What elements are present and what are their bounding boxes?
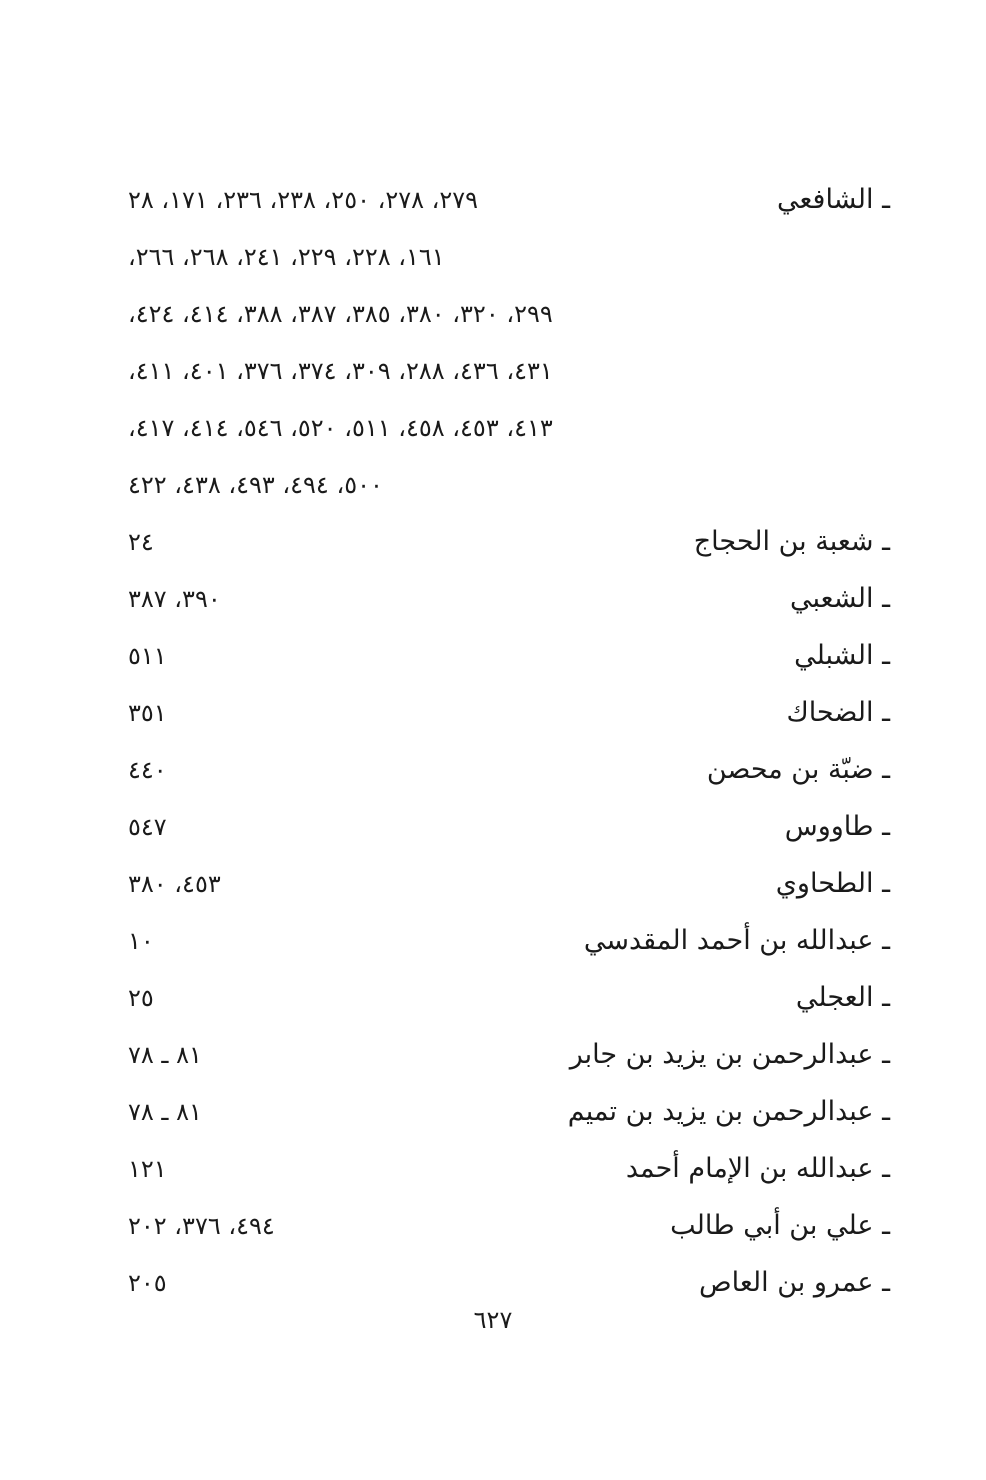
entry-name: ـ عبدالله بن أحمد المقدسي <box>583 925 890 956</box>
index-entry-line <box>0 693 986 733</box>
index-entry-line <box>0 408 986 448</box>
entry-page-refs: ٢٠٥ <box>128 1269 167 1297</box>
entry-page-refs: ٨١ ـ ٧٨ <box>128 1041 202 1069</box>
entry-page-refs: ٢٥ <box>128 984 154 1012</box>
entry-page-refs: ١٢١ <box>128 1155 167 1183</box>
page-number: ٦٢٧ <box>473 1306 513 1334</box>
index-entry-line <box>0 807 986 847</box>
index-entry-line <box>0 978 986 1018</box>
entry-name: ـ عمرو بن العاص <box>698 1267 890 1298</box>
entry-name: ـ الشافعي <box>777 184 890 215</box>
index-entry-line <box>0 864 986 904</box>
index-entry-line <box>0 579 986 619</box>
index-entry-line <box>0 1206 986 1246</box>
index-entry-line <box>0 1263 986 1303</box>
entry-page-refs: ٨١ ـ ٧٨ <box>128 1098 202 1126</box>
entry-name: ـ عبدالرحمن بن يزيد بن تميم <box>567 1096 890 1127</box>
entry-name: ـ طاووس <box>784 811 890 842</box>
entry-page-refs: ٥٠٠، ٤٩٤، ٤٩٣، ٤٣٨، ٤٢٢ <box>128 471 383 499</box>
index-entry-line <box>0 1149 986 1189</box>
entry-name: ـ علي بن أبي طالب <box>670 1210 890 1241</box>
entry-page-refs: ٤٣١، ٤٣٦، ٢٨٨، ٣٠٩، ٣٧٤، ٣٧٦، ٤٠١، ٤١١، <box>128 357 553 385</box>
index-entry-line <box>0 351 986 391</box>
entry-name: ـ ضبّة بن محصن <box>706 754 890 785</box>
entry-page-refs: ١٠ <box>128 927 154 955</box>
entry-page-refs: ٢٤ <box>128 528 154 556</box>
index-entry-line <box>0 1092 986 1132</box>
index-entry-line <box>0 465 986 505</box>
index-entry-line <box>0 1035 986 1075</box>
entry-page-refs: ٤١٣، ٤٥٣، ٤٥٨، ٥١١، ٥٢٠، ٥٤٦، ٤١٤، ٤١٧، <box>128 414 553 442</box>
index-entry-line <box>0 921 986 961</box>
entry-name: ـ شعبة بن الحجاج <box>693 526 890 557</box>
entry-page-refs: ٤٥٣، ٣٨٠ <box>128 870 221 898</box>
entry-page-refs: ٤٤٠ <box>128 756 167 784</box>
entry-page-refs: ٥١١ <box>128 642 167 670</box>
entry-name: ـ الشبلي <box>794 640 890 671</box>
index-entry-line <box>0 522 986 562</box>
entry-name: ـ عبدالله بن الإمام أحمد <box>625 1153 890 1184</box>
entry-name: ـ الضحاك <box>786 697 890 728</box>
entry-page-refs: ٢٧٩، ٢٧٨، ٢٥٠، ٢٣٨، ٢٣٦، ١٧١، ٢٨ <box>128 186 479 214</box>
entry-name: ـ عبدالرحمن بن يزيد بن جابر <box>569 1039 890 1070</box>
index-entry-line <box>0 294 986 334</box>
index-entry-line <box>0 237 986 277</box>
entry-name: ـ العجلي <box>795 982 890 1013</box>
entry-page-refs: ١٦١، ٢٢٨، ٢٢٩، ٢٤١، ٢٦٨، ٢٦٦، <box>128 243 445 271</box>
index-entry-line <box>0 180 986 220</box>
entry-page-refs: ٥٤٧ <box>128 813 167 841</box>
entry-page-refs: ٣٩٠، ٣٨٧ <box>128 585 221 613</box>
entry-page-refs: ٣٥١ <box>128 699 167 727</box>
entry-name: ـ الطحاوي <box>775 868 890 899</box>
index-entry-line <box>0 750 986 790</box>
index-entry-line <box>0 636 986 676</box>
entry-page-refs: ٤٩٤، ٣٧٦، ٢٠٢ <box>128 1212 275 1240</box>
entry-page-refs: ٢٩٩، ٣٢٠، ٣٨٠، ٣٨٥، ٣٨٧، ٣٨٨، ٤١٤، ٤٢٤، <box>128 300 553 328</box>
entry-name: ـ الشعبي <box>790 583 890 614</box>
